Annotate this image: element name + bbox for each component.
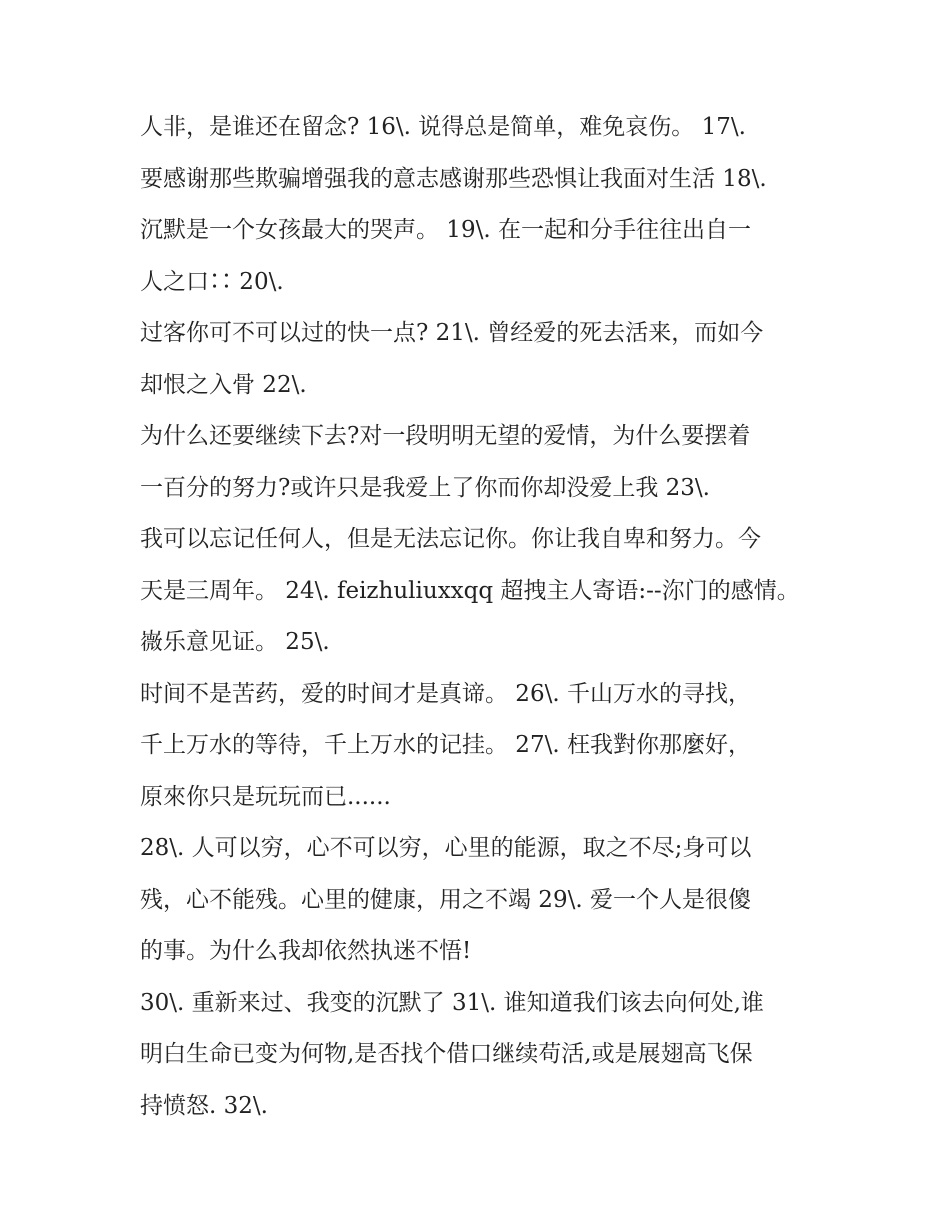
text-line: 千上万水的等待，千上万水的记挂。 27\. 枉我對你那麼好， — [140, 732, 751, 758]
text-line: 明白生命已变为何物,是否找个借口继续苟活,或是展翅高飞保 — [140, 1041, 753, 1067]
text-line: 的事。为什么我却依然执迷不悟! — [140, 938, 472, 964]
text-line: 28\. 人可以穷，心不可以穷，心里的能源，取之不尽;身可以 — [140, 835, 752, 861]
text-line: 持愤怒. 32\. — [140, 1092, 268, 1119]
text-line: 人之口∷ 20\. — [140, 268, 284, 295]
text-line: 我可以忘记任何人，但是无法忘记你。你让我自卑和努力。今 — [140, 526, 761, 552]
text-line: 嶶乐意见证。 25\. — [140, 629, 330, 655]
text-line: 却恨之入骨 22\. — [140, 371, 307, 398]
text-line: 人非，是谁还在留念? 16\. 说得总是简单，难免哀伤。 17\. — [140, 114, 746, 140]
text-line: 过客你可不可以过的快一点? 21\. 曾经爱的死去活来，而如今 — [140, 320, 764, 346]
body-text — [140, 102, 830, 1132]
text-line: 时间不是苦药，爱的时间才是真谛。 26\. 千山万水的寻找， — [140, 680, 751, 707]
text-line: 天是三周年。 24\. feizhuliuxxqq 超拽主人寄语:--沵门的感情。 — [140, 577, 800, 604]
text-line: 一百分的努力?或许只是我爱上了你而你却没爱上我 23\. — [140, 474, 710, 501]
text-line: 原來你只是玩玩而已...... — [140, 783, 391, 810]
text-line: 残，心不能残。心里的健康，用之不竭 29\. 爱一个人是很傻 — [140, 886, 751, 913]
text-line: 为什么还要继续下去?对一段明明无望的爱情，为什么要摆着 — [140, 423, 751, 449]
text-line: 30\. 重新来过、我变的沉默了 31\. 谁知道我们该去向何处,谁 — [140, 989, 764, 1016]
text-line: 沉默是一个女孩最大的哭声。 19\. 在一起和分手往往出自一 — [140, 217, 751, 243]
text-line: 要感谢那些欺骗增强我的意志感谢那些恐惧让我面对生活 18\. — [140, 165, 767, 192]
